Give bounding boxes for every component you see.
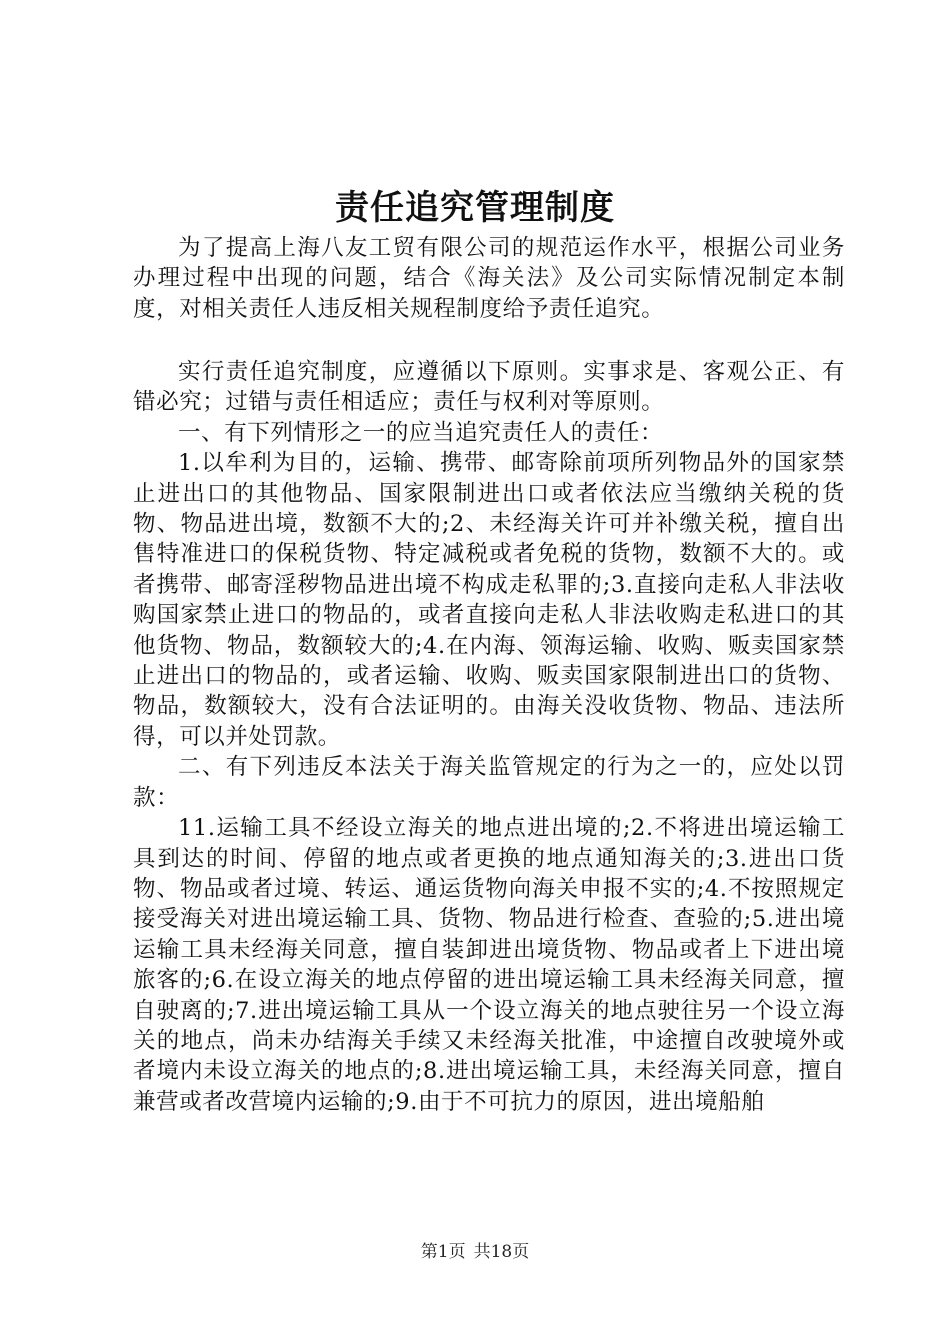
body-section — [133, 357, 845, 1117]
page-footer — [0, 1240, 950, 1264]
document-title: 责任追究管理制度 — [335, 188, 615, 228]
section-one-heading: 一、有下列情形之一的应当追究责任人的责任： — [178, 419, 664, 446]
section-one-items: 1.以牟利为目的，运输、携带、邮寄除前项所列物品外的国家禁止进出口的其他物品、国家限制进出口或者依法应当缴纳关税的货物、物品进出境，数额不大的;2、未经海关许可并补缴关税，擅自出售特准进口的保税货物、特定减税或者免税的货物，数额不大的。或者携带、邮寄淫秽物品进出境不构成走私罪的;3.直接向走私人非法收购国家禁止进口的物品的，或者直接向走私人非法收购走私进口的其他货物、物品，数额较大的;4.在内海、领海运输、收购、贩卖国家禁止进出口的物品的，或者运输、收购、贩卖国家限制进出口的货物、物品，数额较大，没有合法证明的。由海关没收货物、物品、违法所得，可以并处罚款。 — [133, 450, 845, 750]
principles-paragraph: 实行责任追究制度，应遵循以下原则。实事求是、客观公正、有错必究；过错与责任相适应；责任与权利对等原则。 — [133, 359, 845, 416]
page-total: 共18页 — [473, 1242, 530, 1262]
intro-section — [133, 233, 845, 324]
page-number: 第1页 — [420, 1242, 466, 1262]
section-two-items: 11.运输工具不经设立海关的地点进出境的;2.不将进出境运输工具到达的时间、停留的地点或者更换的地点通知海关的;3.进出口货物、物品或者过境、转运、通运货物向海关申报不实的;4.不按照规定接受海关对进出境运输工具、货物、物品进行检查、查验的;5.进出境运输工具未经海关同意，擅自装卸进出境货物、物品或者上下进出境旅客的;6.在设立海关的地点停留的进出境运输工具未经海关同意，擅自驶离的;7.进出境运输工具从一个设立海关的地点驶往另一个设立海关的地点，尚未办结海关手续又未经海关批准，中途擅自改驶境外或者境内未设立海关的地点的;8.进出境运输工具，未经海关同意，擅自兼营或者改营境内运输的;9.由于不可抗力的原因，进出境船舶 — [133, 815, 845, 1115]
intro-paragraph: 为了提高上海八友工贸有限公司的规范运作水平，根据公司业务办理过程中出现的问题，结合《海关法》及公司实际情况制定本制度，对相关责任人违反相关规程制度给予责任追究。 — [133, 235, 845, 322]
section-two-heading: 二、有下列违反本法关于海关监管规定的行为之一的，应处以罚款： — [133, 754, 845, 811]
